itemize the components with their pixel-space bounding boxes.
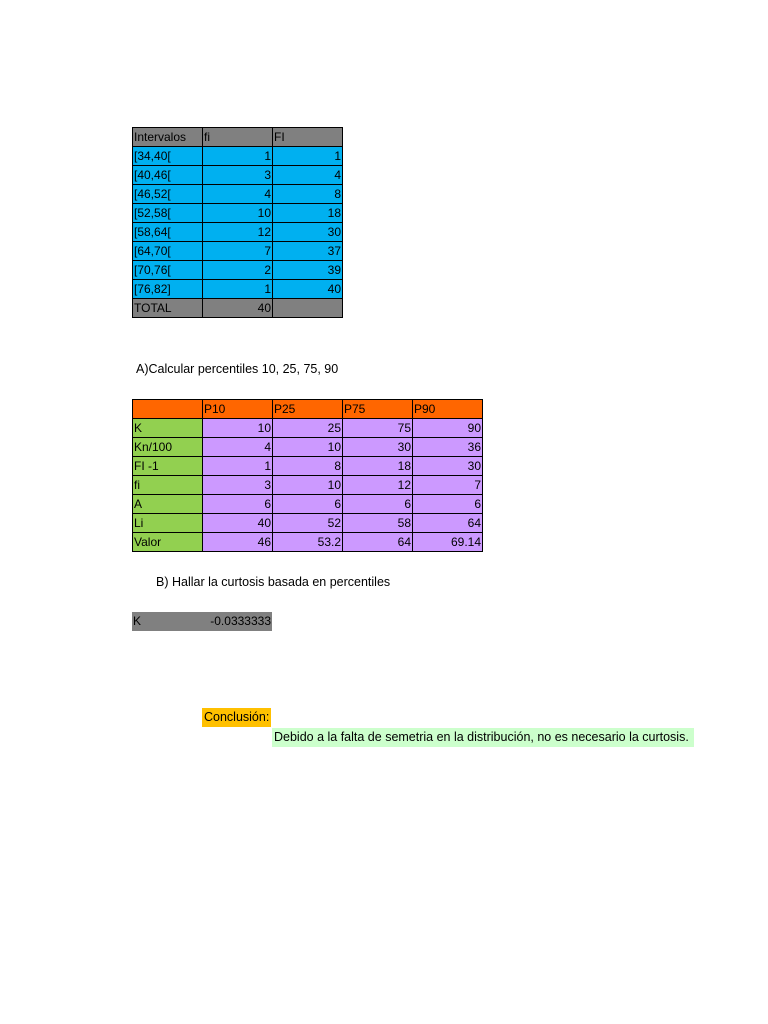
table-cell: 53.2: [273, 533, 343, 552]
table-cell: [58,64[: [133, 223, 203, 242]
table-cell: [46,52[: [133, 185, 203, 204]
table-cell: 36: [413, 438, 483, 457]
table-cell: 6: [273, 495, 343, 514]
table-cell: 3: [203, 166, 273, 185]
table-cell: 90: [413, 419, 483, 438]
table-row: [133, 185, 343, 204]
table-row: [133, 261, 343, 280]
percentile-table: [132, 399, 483, 552]
table-cell: 6: [203, 495, 273, 514]
table-cell: 40: [203, 514, 273, 533]
table-cell: [34,40[: [133, 147, 203, 166]
kurtosis-label: K: [132, 612, 202, 631]
table-row: [133, 166, 343, 185]
column-header: Intervalos: [133, 128, 203, 147]
table-cell: 18: [273, 204, 343, 223]
column-header: [133, 400, 203, 419]
table-cell: 46: [203, 533, 273, 552]
total-cell: 40: [203, 299, 273, 318]
table-cell: 4: [203, 438, 273, 457]
table-row: [133, 223, 343, 242]
table-row: [133, 533, 483, 552]
table-cell: 12: [343, 476, 413, 495]
table-cell: 1: [203, 280, 273, 299]
table-cell: [52,58[: [133, 204, 203, 223]
table-cell: 10: [273, 476, 343, 495]
section-b-label: B) Hallar la curtosis basada en percentiles: [156, 575, 391, 589]
table-cell: 1: [203, 457, 273, 476]
conclusion-title: Conclusión:: [202, 708, 271, 727]
table-cell: 7: [413, 476, 483, 495]
table-row: [133, 438, 483, 457]
table-header-row: [133, 128, 343, 147]
column-header: P75: [343, 400, 413, 419]
row-label: Valor: [133, 533, 203, 552]
kurtosis-value: -0.0333333: [202, 612, 272, 631]
table-row: [133, 495, 483, 514]
table-cell: 64: [413, 514, 483, 533]
table-cell: 52: [273, 514, 343, 533]
row-label: Kn/100: [133, 438, 203, 457]
kurtosis-table: [132, 612, 272, 631]
row-label: FI -1: [133, 457, 203, 476]
table-cell: 3: [203, 476, 273, 495]
row-label: A: [133, 495, 203, 514]
table-cell: 69.14: [413, 533, 483, 552]
table-cell: 58: [343, 514, 413, 533]
table-cell: 6: [413, 495, 483, 514]
table-cell: 8: [273, 457, 343, 476]
table-row: [133, 242, 343, 261]
conclusion-text: Debido a la falta de semetria en la distribución, no es necesario la curtosis.: [272, 728, 694, 747]
total-cell: [273, 299, 343, 318]
table-row: [133, 457, 483, 476]
column-header: P90: [413, 400, 483, 419]
table-cell: [76,82]: [133, 280, 203, 299]
column-header: P25: [273, 400, 343, 419]
table-cell: 8: [273, 185, 343, 204]
table-cell: [40,46[: [133, 166, 203, 185]
table-cell: 64: [343, 533, 413, 552]
table-row: [133, 514, 483, 533]
table-cell: 10: [273, 438, 343, 457]
table-cell: 4: [273, 166, 343, 185]
table-row: [133, 419, 483, 438]
table-cell: 30: [413, 457, 483, 476]
table-cell: 10: [203, 419, 273, 438]
table-row: [133, 280, 343, 299]
table-cell: 2: [203, 261, 273, 280]
frequency-table: [132, 127, 343, 318]
table-cell: 7: [203, 242, 273, 261]
table-cell: 30: [343, 438, 413, 457]
table-cell: 40: [273, 280, 343, 299]
section-a-label: A)Calcular percentiles 10, 25, 75, 90: [136, 362, 339, 376]
total-cell: TOTAL: [133, 299, 203, 318]
table-cell: 1: [203, 147, 273, 166]
table-cell: 30: [273, 223, 343, 242]
column-header: FI: [273, 128, 343, 147]
table-cell: 75: [343, 419, 413, 438]
table-row: [133, 147, 343, 166]
column-header: fi: [203, 128, 273, 147]
table-cell: 37: [273, 242, 343, 261]
table-cell: 10: [203, 204, 273, 223]
table-row: [133, 204, 343, 223]
table-cell: 39: [273, 261, 343, 280]
table-cell: [64,70[: [133, 242, 203, 261]
table-cell: 18: [343, 457, 413, 476]
row-label: K: [133, 419, 203, 438]
table-cell: 12: [203, 223, 273, 242]
row-label: Li: [133, 514, 203, 533]
total-row: [133, 299, 343, 318]
table-cell: 1: [273, 147, 343, 166]
table-header-row: [133, 400, 483, 419]
table-cell: 6: [343, 495, 413, 514]
table-row: [133, 476, 483, 495]
table-cell: 25: [273, 419, 343, 438]
row-label: fi: [133, 476, 203, 495]
table-cell: 4: [203, 185, 273, 204]
table-cell: [70,76[: [133, 261, 203, 280]
column-header: P10: [203, 400, 273, 419]
